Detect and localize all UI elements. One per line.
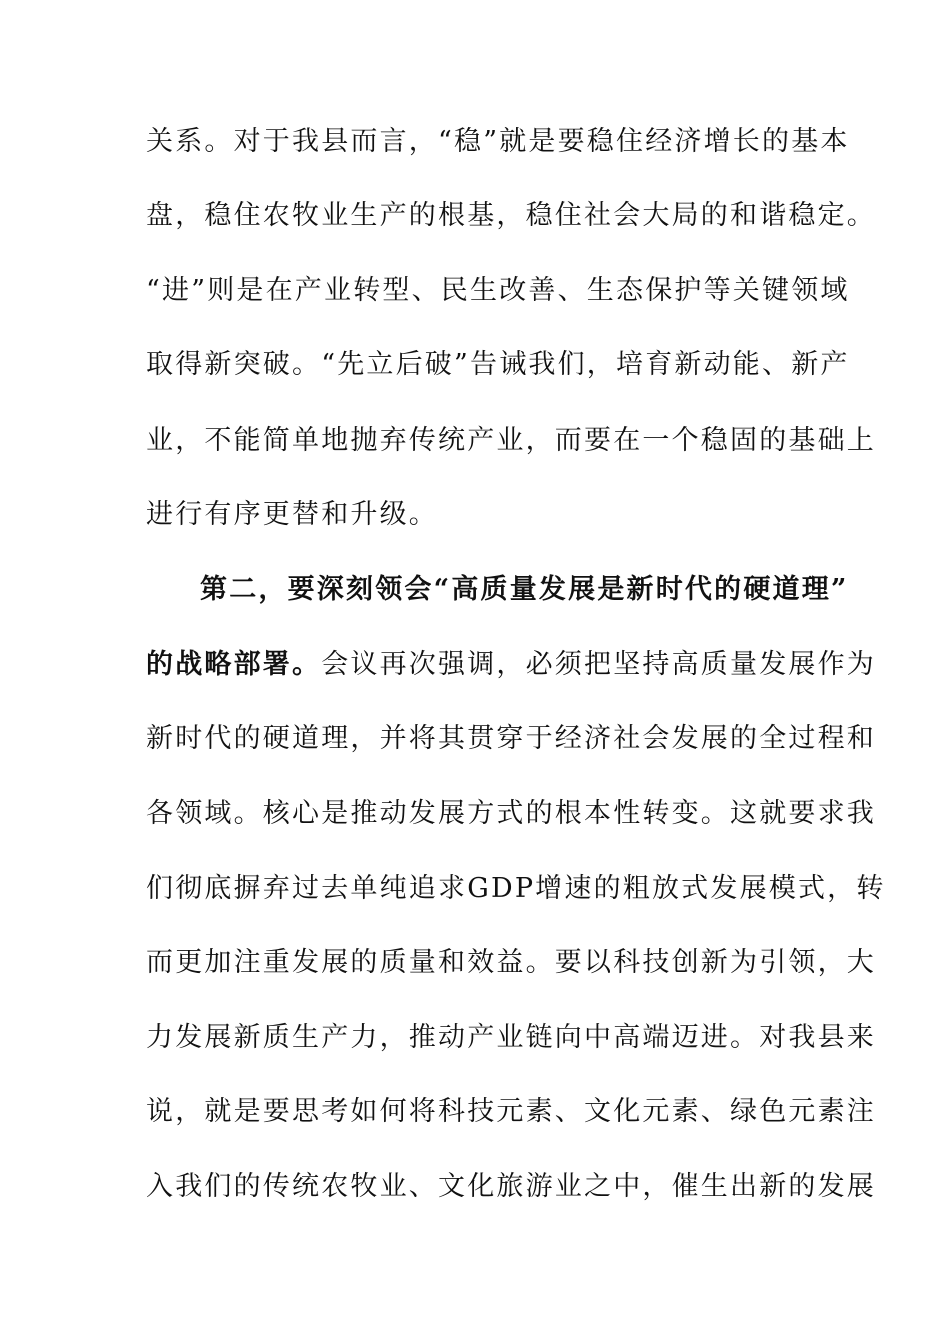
paragraph-line: 取得新突破。“先立后破”告诫我们，培育新动能、新产 [146, 349, 850, 380]
paragraph-line: 业，不能简单地抛弃传统产业，而要在一个稳固的基础上 [146, 425, 876, 456]
paragraph-line: 盘，稳住农牧业生产的根基，稳住社会大局的和谐稳定。 [146, 200, 876, 231]
section-heading: 第二，要深刻领会“高质量发展是新时代的硬道理” [200, 574, 849, 605]
paragraph-line: 入我们的传统农牧业、文化旅游业之中，催生出新的发展 [146, 1171, 876, 1202]
paragraph-line: 关系。对于我县而言，“稳”就是要稳住经济增长的基本 [146, 126, 850, 157]
paragraph-line: 们彻底摒弃过去单纯追求GDP增速的粗放式发展模式，转 [146, 873, 886, 904]
paragraph-line: “进”则是在产业转型、民生改善、生态保护等关键领域 [146, 275, 850, 306]
paragraph-text: 会议再次强调，必须把坚持高质量发展作为 [321, 649, 877, 680]
paragraph-line: 而更加注重发展的质量和效益。要以科技创新为引领，大 [146, 947, 876, 978]
paragraph-line-mixed [146, 645, 877, 685]
paragraph-line: 说，就是要思考如何将科技元素、文化元素、绿色元素注 [146, 1096, 876, 1127]
section-heading-end: 的战略部署。 [146, 649, 322, 680]
paragraph-line: 进行有序更替和升级。 [146, 499, 438, 530]
paragraph-line: 力发展新质生产力，推动产业链向中高端迈进。对我县来 [146, 1022, 876, 1053]
paragraph-line: 新时代的硬道理，并将其贯穿于经济社会发展的全过程和 [146, 723, 876, 754]
paragraph-line: 各领域。核心是推动发展方式的根本性转变。这就要求我 [146, 798, 876, 829]
